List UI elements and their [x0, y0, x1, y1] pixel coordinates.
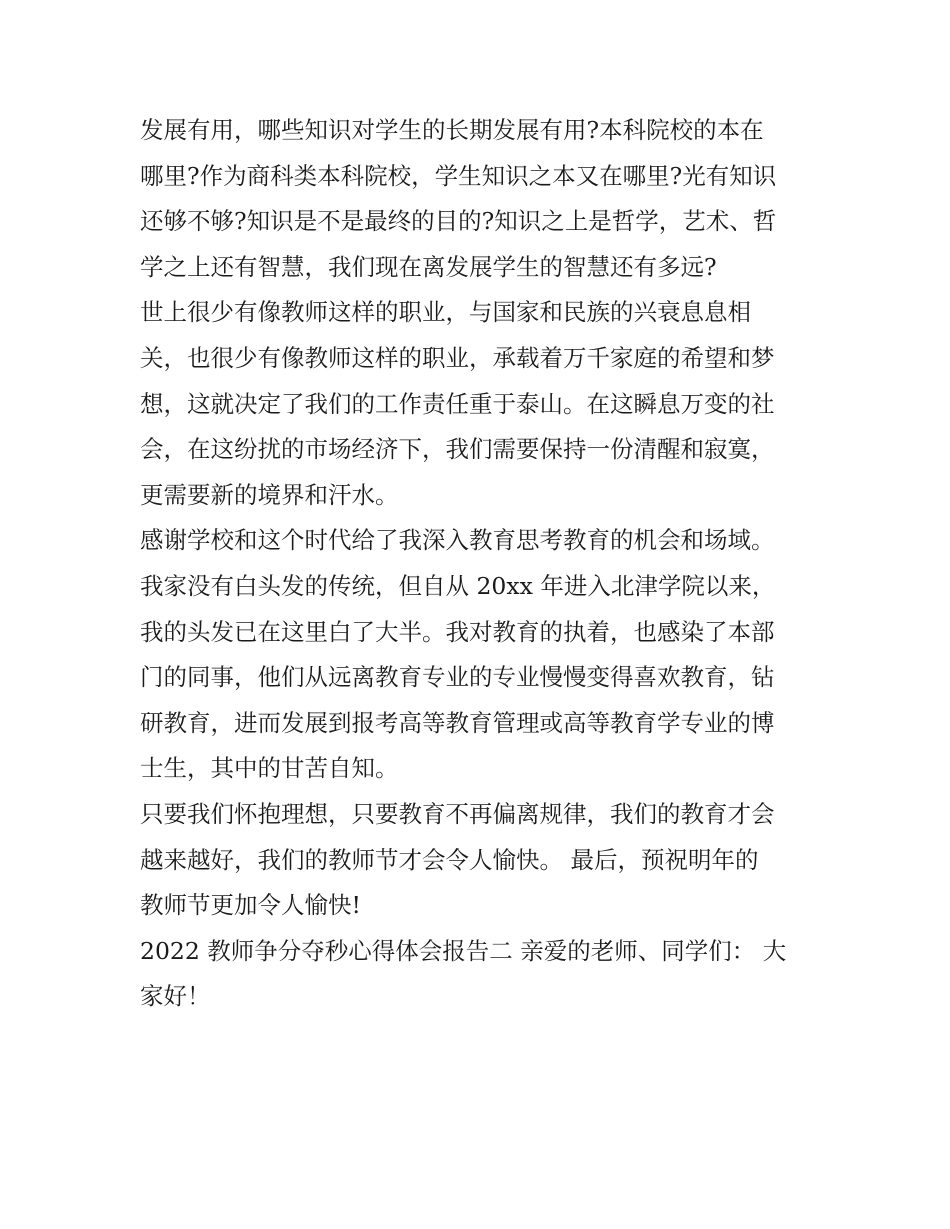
text-line: 教师节更加令人愉快!: [140, 891, 361, 920]
text-line: 发展有用，哪些知识对学生的长期发展有用?本科院校的本在: [140, 116, 764, 144]
text-line: 家好！: [140, 982, 211, 1011]
text-line: 关，也很少有像教师这样的职业，承载着万千家庭的希望和梦: [140, 343, 775, 372]
text-line: 学之上还有智慧，我们现在离发展学生的智慧还有多远?: [140, 252, 717, 281]
text-line: 2022 教师争分夺秒心得体会报告二 亲爱的老师、同学们： 大: [140, 936, 787, 965]
text-line: 只要我们怀抱理想，只要教育不再偏离规律，我们的教育才会: [140, 799, 775, 828]
text-line: 我家没有白头发的传统，但自从 20xx 年进入北津学院以来，: [140, 571, 776, 600]
text-line: 哪里?作为商科类本科院校，学生知识之本又在哪里?光有知识: [140, 161, 777, 190]
body-text: [140, 108, 820, 1020]
text-line: 研教育，进而发展到报考高等教育管理或高等教育学专业的博: [140, 708, 775, 737]
text-line: 会，在这纷扰的市场经济下，我们需要保持一份清醒和寂寞，: [140, 435, 775, 464]
text-line: 越来越好，我们的教师节才会令人愉快。 最后，预祝明年的: [140, 845, 759, 874]
text-line: 感谢学校和这个时代给了我深入教育思考教育的机会和场域。: [140, 526, 775, 555]
text-line: 世上很少有像教师这样的职业，与国家和民族的兴衰息息相: [140, 298, 751, 327]
text-line: 还够不够?知识是不是最终的目的?知识之上是哲学，艺术、哲: [140, 207, 777, 236]
text-line: 门的同事，他们从远离教育专业的专业慢慢变得喜欢教育，钻: [140, 663, 775, 692]
text-line: 士生，其中的甘苦自知。: [140, 754, 399, 783]
text-line: 更需要新的境界和汗水。: [140, 480, 399, 509]
text-line: 想，这就决定了我们的工作责任重于泰山。在这瞬息万变的社: [140, 389, 775, 418]
text-line: 我的头发已在这里白了大半。我对教育的执着，也感染了本部: [140, 617, 775, 646]
